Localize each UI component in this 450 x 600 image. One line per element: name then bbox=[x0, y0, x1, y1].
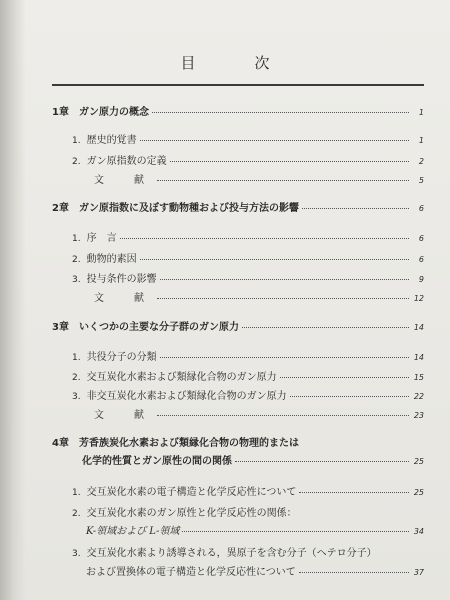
toc-chapter-4-line-1[interactable]: 4章 芳香族炭化水素および類縁化合物の物理的または bbox=[52, 438, 299, 449]
item-label: 歴史的覚書 bbox=[86, 135, 137, 146]
leader-dots bbox=[160, 279, 409, 280]
leader-dots bbox=[140, 259, 409, 260]
page-number: 9 bbox=[418, 275, 424, 284]
toc-chapter-2[interactable] bbox=[52, 199, 424, 214]
item-number: 2. bbox=[72, 373, 81, 383]
page-number: 25 bbox=[413, 488, 424, 497]
toc-chapter-3[interactable] bbox=[52, 318, 424, 333]
page-number: 6 bbox=[418, 255, 424, 264]
toc-item-references[interactable] bbox=[94, 406, 424, 421]
toc-item[interactable] bbox=[72, 368, 424, 383]
toc-item[interactable] bbox=[72, 229, 424, 244]
toc-item[interactable] bbox=[72, 152, 424, 167]
leader-dots bbox=[280, 377, 409, 378]
toc-item-line-1[interactable] bbox=[72, 544, 377, 559]
toc-chapter-label: 2章 ガン原指数に及ぼす動物種および投与方法の影響 bbox=[52, 203, 299, 214]
toc-item[interactable] bbox=[72, 387, 424, 402]
item-number: 2. bbox=[72, 509, 81, 519]
page-number: 6 bbox=[418, 204, 424, 213]
leader-dots bbox=[299, 492, 409, 493]
page-number: 6 bbox=[418, 234, 424, 243]
toc-item-references[interactable] bbox=[94, 171, 424, 186]
toc-chapter-4[interactable] bbox=[82, 452, 424, 467]
item-label: 動物的素因 bbox=[86, 254, 137, 265]
leader-dots bbox=[235, 461, 409, 462]
item-label: および置換体の電子構造と化学反応性について bbox=[86, 567, 296, 578]
item-label: 文 献 bbox=[94, 175, 154, 186]
page-number: 12 bbox=[413, 294, 424, 303]
toc-item-continuation[interactable] bbox=[86, 522, 424, 537]
item-label: 交互炭化水素のガン原性と化学反応性の関係： bbox=[86, 508, 297, 519]
page-number: 37 bbox=[413, 568, 424, 577]
page-number: 1 bbox=[418, 108, 424, 117]
leader-dots bbox=[157, 180, 409, 181]
leader-dots bbox=[302, 208, 409, 209]
item-number: 1. bbox=[72, 488, 81, 498]
page-number: 23 bbox=[413, 411, 424, 420]
toc-item-references[interactable] bbox=[94, 289, 424, 304]
item-label: 文 献 bbox=[94, 293, 154, 304]
item-number: 2. bbox=[72, 255, 81, 265]
item-label: 文 献 bbox=[94, 410, 154, 421]
leader-dots bbox=[120, 238, 409, 239]
leader-dots bbox=[299, 572, 409, 573]
item-label: ガン原指数の定義 bbox=[86, 156, 167, 167]
item-label: 非交互炭化水素および類縁化合物のガン原力 bbox=[86, 391, 287, 402]
item-number: 3. bbox=[72, 549, 81, 559]
page-number: 14 bbox=[413, 323, 424, 332]
toc-chapter-label: 1章 ガン原力の概念 bbox=[52, 107, 149, 118]
toc-item[interactable] bbox=[72, 131, 424, 146]
toc-item-continuation[interactable] bbox=[86, 563, 424, 578]
item-number: 3. bbox=[72, 275, 81, 285]
toc-chapter-1[interactable] bbox=[52, 103, 424, 118]
item-label: 共役分子の分類 bbox=[86, 352, 157, 363]
item-label: K-領域および L-領域 bbox=[86, 526, 180, 537]
page-number: 34 bbox=[413, 527, 424, 536]
toc-item[interactable] bbox=[72, 483, 424, 498]
leader-dots bbox=[170, 161, 409, 162]
page-number: 25 bbox=[413, 457, 424, 466]
item-number: 2. bbox=[72, 157, 81, 167]
leader-dots bbox=[290, 396, 409, 397]
page-number: 14 bbox=[413, 353, 424, 362]
page-number: 1 bbox=[418, 136, 424, 145]
leader-dots bbox=[182, 531, 409, 532]
leader-dots bbox=[140, 140, 409, 141]
item-label: 交互炭化水素の電子構造と化学反応性について bbox=[86, 487, 297, 498]
page-number: 5 bbox=[418, 176, 424, 185]
toc-item[interactable] bbox=[72, 348, 424, 363]
toc-chapter-label: 3章 いくつかの主要な分子群のガン原力 bbox=[52, 322, 239, 333]
page-number: 22 bbox=[413, 392, 424, 401]
item-label: 交互炭化水素および類縁化合物のガン原力 bbox=[86, 372, 277, 383]
item-label: 序 言 bbox=[86, 233, 117, 244]
page-number: 2 bbox=[418, 157, 424, 166]
leader-dots bbox=[157, 415, 409, 416]
toc-item-line-1[interactable] bbox=[72, 504, 297, 519]
item-label: 投与条件の影響 bbox=[86, 274, 157, 285]
leader-dots bbox=[160, 357, 409, 358]
toc-item[interactable] bbox=[72, 250, 424, 265]
item-number: 1. bbox=[72, 353, 81, 363]
page-number: 15 bbox=[413, 373, 424, 382]
item-number: 1. bbox=[72, 234, 81, 244]
leader-dots bbox=[157, 298, 409, 299]
toc-item[interactable] bbox=[72, 270, 424, 285]
page-title: 目 次 bbox=[180, 54, 292, 72]
toc-chapter-label: 化学的性質とガン原性の間の関係 bbox=[82, 456, 232, 467]
item-number: 1. bbox=[72, 136, 81, 146]
item-label: 交互炭化水素より誘導される，異原子を含む分子（ヘテロ分子） bbox=[86, 548, 377, 559]
leader-dots bbox=[242, 327, 409, 328]
leader-dots bbox=[152, 112, 409, 113]
item-number: 3. bbox=[72, 392, 81, 402]
